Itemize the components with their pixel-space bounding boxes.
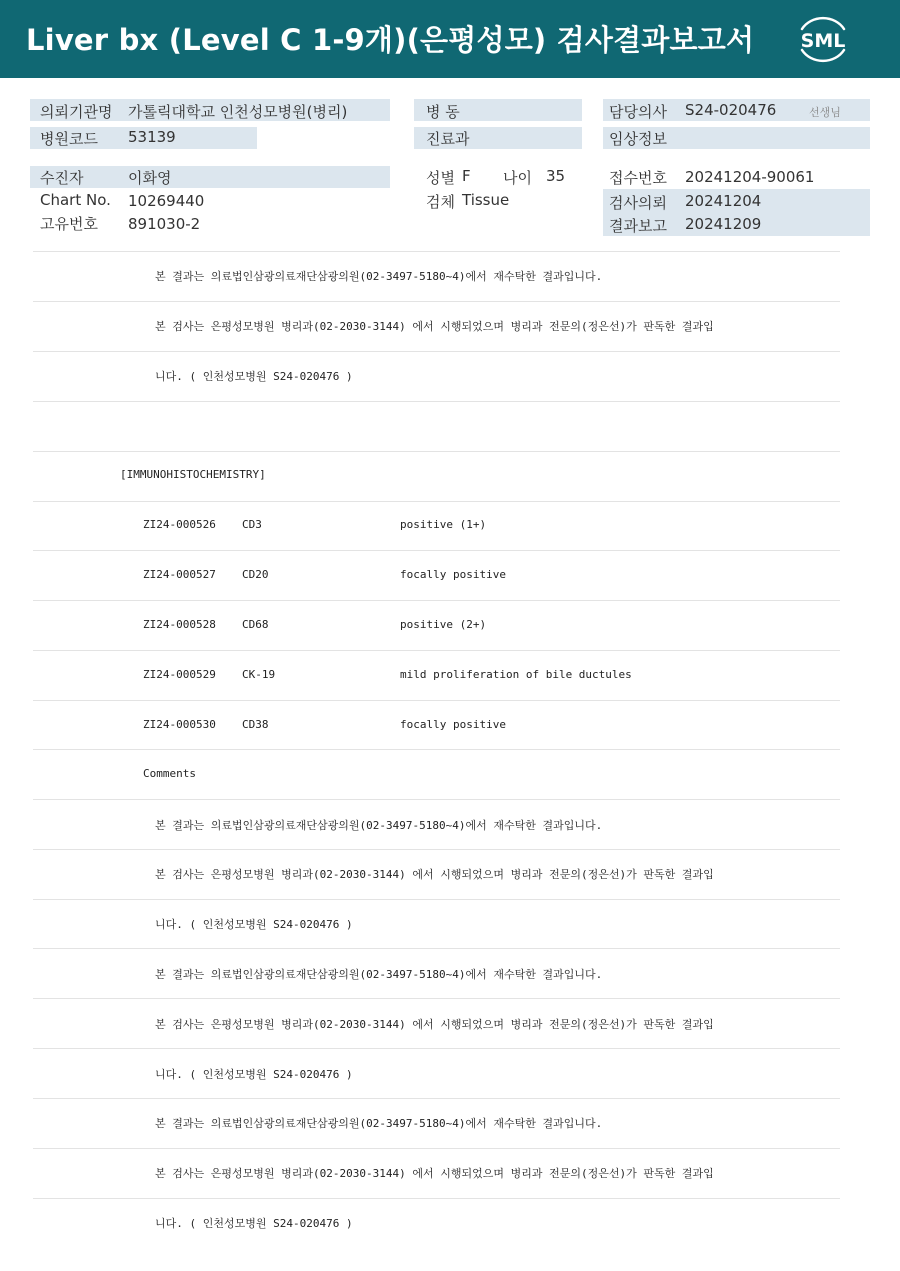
- patient-chip: [30, 166, 390, 188]
- patient-value: 이화영: [128, 169, 172, 187]
- ihc-section-title: [IMMUNOHISTOCHEMISTRY]: [120, 468, 266, 481]
- dept-label: 진료과: [426, 130, 470, 148]
- row-divider: [33, 251, 840, 252]
- receipt-label: 접수번호: [609, 169, 667, 187]
- ihc-result: focally positive: [400, 568, 506, 581]
- ihc-result: positive (1+): [400, 518, 487, 531]
- ihc-marker: CD3: [242, 518, 262, 531]
- row-divider: [33, 1098, 840, 1099]
- ihc-result: positive (2+): [400, 618, 487, 631]
- result-line: 니다. ( 인천성모병원 S24-020476 ): [155, 370, 353, 383]
- report-value: 20241209: [685, 215, 762, 233]
- ward-label: 병 동: [426, 103, 460, 121]
- comment-line: 본 검사는 은평성모병원 병리과(02-2030-3144) 에서 시행되었으며 병리과 전문의(정은선)가 판독한 결과입: [155, 1167, 714, 1180]
- row-divider: [33, 799, 840, 800]
- age-value: 35: [546, 167, 566, 185]
- doctor-value: S24-020476: [685, 101, 777, 119]
- row-divider: [33, 1198, 840, 1199]
- row-divider: [33, 849, 840, 850]
- row-divider: [33, 948, 840, 949]
- hospital-code-value: 53139: [128, 128, 176, 146]
- receipt-value: 20241204-90061: [685, 168, 815, 186]
- row-divider: [33, 749, 840, 750]
- comment-line: 본 결과는 의료법인삼광의료재단삼광의원(02-3497-5180~4)에서 재수탁한 결과입니다.: [155, 819, 603, 832]
- clinical-label: 임상정보: [609, 130, 667, 148]
- sex-label: 성별: [426, 169, 455, 187]
- specimen-label: 검체: [426, 193, 455, 211]
- comment-line: 본 결과는 의료법인삼광의료재단삼광의원(02-3497-5180~4)에서 재수탁한 결과입니다.: [155, 1117, 603, 1130]
- hospital-code-label: 병원코드: [40, 130, 98, 148]
- ihc-marker: CK-19: [242, 668, 276, 681]
- sml-logo-icon: [792, 12, 854, 66]
- doctor-label: 담당의사: [609, 103, 667, 121]
- ihc-code: ZI24-000527: [143, 568, 216, 581]
- ihc-marker: CD20: [242, 568, 269, 581]
- row-divider: [33, 600, 840, 601]
- ihc-result: mild proliferation of bile ductules: [400, 668, 632, 681]
- row-divider: [33, 899, 840, 900]
- patient-label: 수진자: [40, 169, 84, 187]
- unique-no-value: 891030-2: [128, 215, 201, 233]
- chart-no-label: Chart No.: [40, 191, 111, 209]
- unique-no-label: 고유번호: [40, 215, 98, 233]
- comment-line: 니다. ( 인천성모병원 S24-020476 ): [155, 918, 353, 931]
- row-divider: [33, 401, 840, 402]
- report-title: Liver bx (Level C 1-9개)(은평성모) 검사결과보고서: [26, 23, 755, 57]
- row-divider: [33, 351, 840, 352]
- institution-value: 가톨릭대학교 인천성모병원(병리): [128, 103, 348, 121]
- row-divider: [33, 501, 840, 502]
- comment-line: 본 검사는 은평성모병원 병리과(02-2030-3144) 에서 시행되었으며 병리과 전문의(정은선)가 판독한 결과입: [155, 1018, 714, 1031]
- institution-label: 의뢰기관명: [40, 103, 113, 121]
- result-line: 본 검사는 은평성모병원 병리과(02-2030-3144) 에서 시행되었으며 병리과 전문의(정은선)가 판독한 결과입: [155, 320, 714, 333]
- comment-line: 니다. ( 인천성모병원 S24-020476 ): [155, 1217, 353, 1230]
- ihc-code: ZI24-000529: [143, 668, 216, 681]
- comments-label: Comments: [143, 767, 196, 780]
- request-value: 20241204: [685, 192, 762, 210]
- row-divider: [33, 650, 840, 651]
- report-label: 결과보고: [609, 217, 667, 235]
- ihc-result: focally positive: [400, 718, 506, 731]
- specimen-value: Tissue: [462, 191, 510, 209]
- comment-line: 니다. ( 인천성모병원 S24-020476 ): [155, 1068, 353, 1081]
- row-divider: [33, 700, 840, 701]
- result-line: 본 결과는 의료법인삼광의료재단삼광의원(02-3497-5180~4)에서 재수탁한 결과입니다.: [155, 270, 603, 283]
- sex-value: F: [462, 167, 471, 185]
- comment-line: 본 결과는 의료법인삼광의료재단삼광의원(02-3497-5180~4)에서 재수탁한 결과입니다.: [155, 968, 603, 981]
- ihc-code: ZI24-000526: [143, 518, 216, 531]
- header-bar: [0, 0, 900, 78]
- doctor-suffix: 선생님: [809, 106, 841, 119]
- age-label: 나이: [503, 169, 532, 187]
- row-divider: [33, 550, 840, 551]
- request-label: 검사의뢰: [609, 194, 667, 212]
- row-divider: [33, 301, 840, 302]
- chart-no-value: 10269440: [128, 192, 205, 210]
- ihc-code: ZI24-000528: [143, 618, 216, 631]
- row-divider: [33, 451, 840, 452]
- row-divider: [33, 1048, 840, 1049]
- comment-line: 본 검사는 은평성모병원 병리과(02-2030-3144) 에서 시행되었으며 병리과 전문의(정은선)가 판독한 결과입: [155, 868, 714, 881]
- logo-text: SML: [800, 30, 846, 52]
- row-divider: [33, 998, 840, 999]
- ihc-marker: CD38: [242, 718, 269, 731]
- ihc-marker: CD68: [242, 618, 269, 631]
- ihc-code: ZI24-000530: [143, 718, 216, 731]
- row-divider: [33, 1148, 840, 1149]
